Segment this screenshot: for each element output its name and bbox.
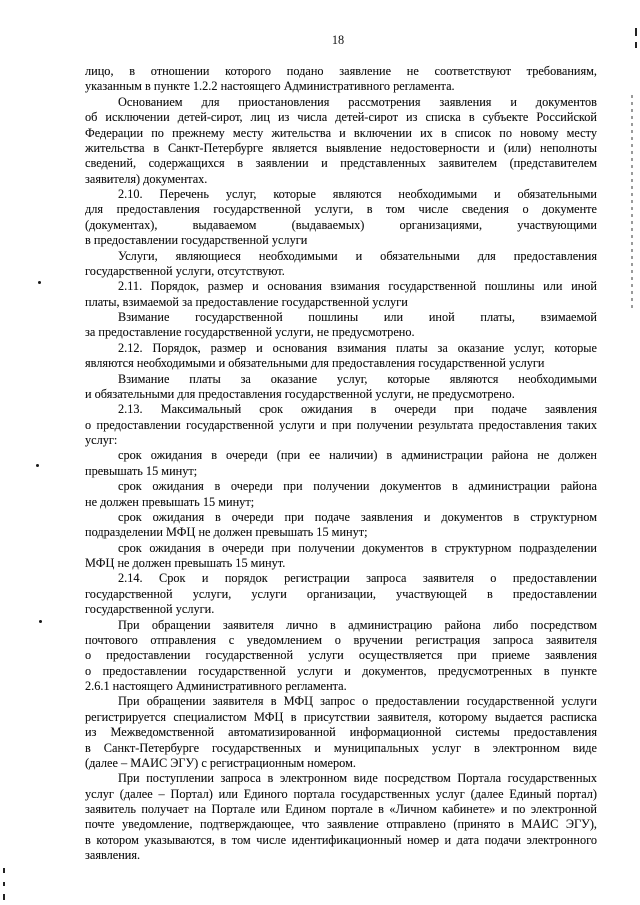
- text-line: почтового отправления с уведомлением о вручении регистрация запроса заявителя: [85, 632, 597, 647]
- text-line: сведений, содержащихся в заявлении и представленных заявителем (представителем: [85, 156, 597, 171]
- text-line: являются необходимыми и обязательными для предоставления государственной услуги: [85, 356, 545, 371]
- text-line: Услуги, являющиеся необходимыми и обязательными для предоставления: [118, 248, 597, 263]
- text-line: МФЦ не должен превышать 15 минут.: [85, 556, 286, 570]
- section-2-14-heading: [85, 571, 597, 617]
- section-2-12-heading: [85, 341, 597, 372]
- scan-artifact-edge-tick: [3, 868, 5, 873]
- text-line: не должен превышать 15 минут;: [85, 494, 255, 509]
- text-line: услуг:: [85, 433, 118, 447]
- text-line: за предоставление государственной услуги, не предусмотрено.: [85, 325, 415, 340]
- text-line: платы, взимаемой за предоставление государственной услуги: [85, 294, 408, 309]
- text-line: лицо, в отношении которого подано заявление не соответствуют требованиям,: [85, 64, 597, 78]
- text-line: (далее – МАИС ЭГУ) с регистрационным номером.: [85, 755, 356, 770]
- list-item-queue-administration: [85, 448, 597, 479]
- scan-artifact-edge-tick: [3, 894, 5, 900]
- text-line: 2.14. Срок и порядок регистрации запроса заявителя о предоставлении: [118, 571, 597, 586]
- text-line: 2.10. Перечень услуг, которые являются необходимыми и обязательными: [118, 187, 597, 201]
- text-line: о предоставлении государственной услуги и документов, предусмотренных в пункте: [85, 663, 597, 678]
- scan-artifact-edge-tick: [635, 42, 637, 48]
- text-line: При обращении заявителя лично в администрацию района либо посредством: [118, 617, 597, 632]
- text-line: из Межведомственной автоматизированной информационной системы предоставления: [85, 725, 597, 740]
- text-line: заявителя) документах.: [85, 171, 208, 186]
- paragraph-suspension-grounds: [85, 95, 597, 187]
- text-line: указанным в пункте 1.2.2 настоящего Административного регламента.: [85, 79, 455, 94]
- text-line: государственной услуги, отсутствуют.: [85, 263, 285, 278]
- text-line: в котором указываются, в том числе идентификационный номер и дата подачи электронного: [85, 832, 597, 847]
- text-line: заявитель получает на Портале или Едином портале в «Личном кабинете» и по электронной: [85, 802, 597, 816]
- text-line: о предоставлении государственной услуги осуществляется при приеме заявления: [85, 648, 597, 663]
- paragraph-registration-mfc: [85, 694, 597, 771]
- section-2-10-heading: [85, 187, 597, 249]
- text-line: При поступлении запроса в электронном виде посредством Портала государственных: [118, 771, 597, 786]
- list-item-queue-mfc-submission: [85, 510, 597, 541]
- text-line: превышать 15 минут;: [85, 463, 198, 478]
- section-2-11-heading: [85, 279, 597, 310]
- paragraph-no-state-fee: [85, 310, 597, 341]
- list-item-queue-administration-documents: [85, 479, 597, 510]
- text-line: Взимание государственной пошлины или иной платы, взимаемой: [118, 310, 597, 324]
- text-line: 2.12. Порядок, размер и основания взимания платы за оказание услуг, которые: [118, 340, 597, 355]
- paragraph-registration-electronic: [85, 771, 597, 863]
- document-body: [85, 64, 597, 864]
- scan-artifact-speck: [38, 281, 41, 284]
- page-number: 18: [331, 33, 345, 47]
- text-line: срок ожидания в очереди при получении документов в структурном подразделении: [118, 540, 597, 555]
- text-line: Основанием для приостановления рассмотрения заявления и документов: [118, 94, 597, 109]
- text-line: срок ожидания в очереди (при ее наличии) в администрации района не должен: [118, 448, 597, 463]
- text-line: Взимание платы за оказание услуг, которые являются необходимыми: [118, 371, 597, 386]
- text-line: для предоставления государственной услуги, в том числе сведения о документе: [85, 202, 597, 217]
- text-line: в предоставлении государственной услуги: [85, 233, 308, 248]
- text-line: о предоставлении государственной услуги и при получении результата предоставления таких: [85, 417, 597, 432]
- scan-artifact-edge-tick: [3, 882, 5, 886]
- text-line: регистрируется специалистом МФЦ в присутствии заявителя, которому выдается расписка: [85, 709, 597, 724]
- text-line: жительства в Санкт-Петербурге является выявление недостоверности и (или) неполноты: [85, 140, 597, 155]
- text-line: об исключении детей-сирот, лиц из числа детей-сирот из списка в субъекте Российской: [85, 110, 597, 125]
- scan-artifact-edge-line: [631, 95, 633, 310]
- scan-artifact-edge-tick: [635, 28, 637, 36]
- text-line: (документах), выдаваемом (выдаваемых) организациями, участвующими: [85, 217, 597, 232]
- text-line: государственной услуги.: [85, 602, 215, 617]
- text-line: Федерации по прежнему месту жительства и включении их в список по новому месту: [85, 125, 597, 140]
- text-line: и обязательными для предоставления государственной услуги, не предусмотрено.: [85, 386, 515, 401]
- paragraph-registration-in-person: [85, 618, 597, 695]
- text-line: срок ожидания в очереди при получении документов в администрации района: [118, 479, 597, 494]
- paragraph-no-service-fee: [85, 372, 597, 403]
- text-line: почте уведомление, подтверждающее, что заявление отправлено (принято в МАИС ЭГУ),: [85, 817, 597, 832]
- text-line: 2.13. Максимальный срок ожидания в очереди при подаче заявления: [118, 402, 597, 417]
- text-line: 2.11. Порядок, размер и основания взимания государственной пошлины или иной: [118, 279, 597, 294]
- text-line: подразделении МФЦ не должен превышать 15 минут;: [85, 525, 368, 540]
- section-2-13-heading: [85, 402, 597, 448]
- text-line: государственной услуги, услуги организации, участвующей в предоставлении: [85, 586, 597, 601]
- paragraph-no-required-services: [85, 249, 597, 280]
- text-line: услуг (далее – Портал) или Единого портала государственных услуг (далее Единый портал): [85, 786, 597, 801]
- scan-artifact-speck: [36, 464, 39, 467]
- paragraph-continuation: [85, 64, 597, 95]
- text-line: в Санкт-Петербурге государственных и муниципальных услуг в электронном виде: [85, 740, 597, 755]
- text-line: 2.6.1 настоящего Административного регламента.: [85, 679, 347, 693]
- text-line: срок ожидания в очереди при подаче заявления и документов в структурном: [118, 509, 597, 524]
- text-line: При обращении заявителя в МФЦ запрос о предоставлении государственной услуги: [118, 694, 597, 709]
- scan-artifact-speck: [39, 620, 42, 623]
- text-line: заявления.: [85, 848, 141, 863]
- list-item-queue-mfc-documents: [85, 541, 597, 572]
